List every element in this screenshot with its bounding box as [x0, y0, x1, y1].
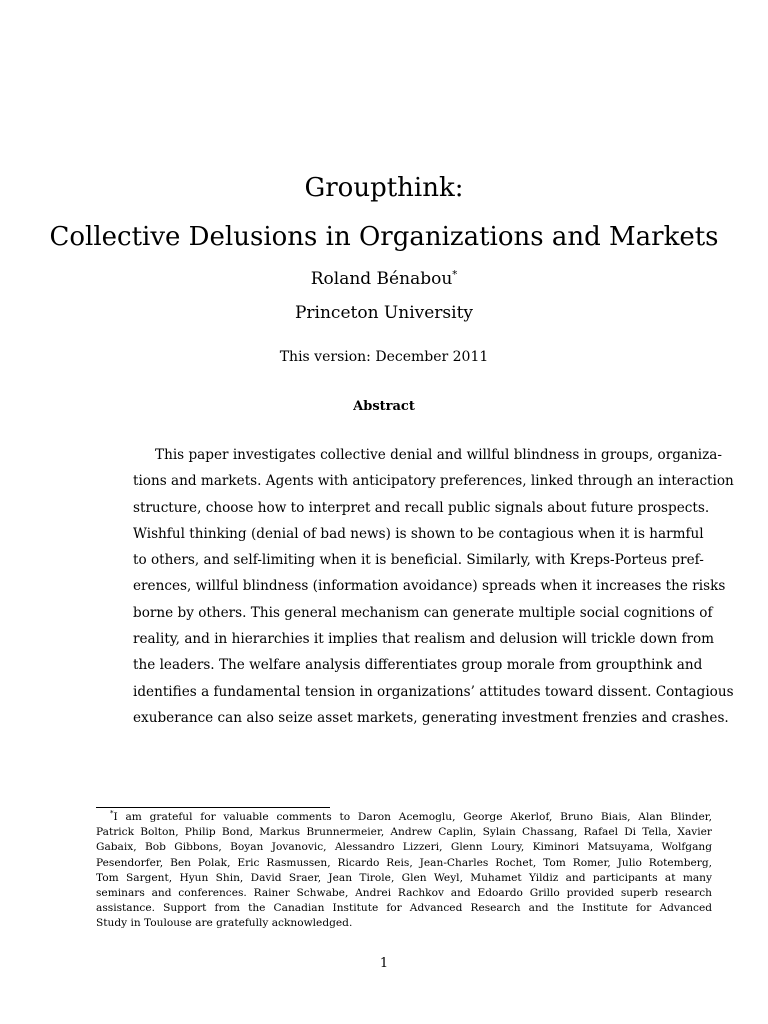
- abstract-line: reality, and in hierarchies it implies that realism and delusion will trickle down from: [133, 631, 715, 648]
- abstract-line: identifies a fundamental tension in organizations’ attitudes toward dissent. Contagious: [133, 683, 734, 700]
- abstract-line: Wishful thinking (denial of bad news) is shown to be contagious when it is harmful: [133, 525, 704, 542]
- footnote-line: assistance. Support from the Canadian Institute for Advanced Research and the Institute for Advanced: [96, 902, 712, 915]
- footnote-line: Study in Toulouse are gratefully acknowledged.: [96, 917, 353, 930]
- footnote-line: Tom Sargent, Hyun Shin, David Sraer, Jean Tirole, Glen Weyl, Muhamet Yildiz and participants at many: [96, 871, 712, 884]
- abstract-line: tions and markets. Agents with anticipatory preferences, linked through an interaction: [133, 473, 734, 490]
- abstract-heading: Abstract: [353, 399, 415, 414]
- footnote-mark: *: [110, 809, 114, 818]
- author-footnote-mark: *: [452, 269, 458, 281]
- abstract-line: exuberance can also seize asset markets, generating investment frenzies and crashes.: [133, 709, 729, 726]
- page-number: 1: [379, 956, 389, 971]
- author: [0, 268, 768, 290]
- footnote-line: Patrick Bolton, Philip Bond, Markus Brunnermeier, Andrew Caplin, Sylain Chassang, Rafael Di Tella, Xavier: [96, 826, 712, 839]
- affiliation: Princeton University: [294, 303, 474, 323]
- footnote-rule: [96, 807, 330, 808]
- abstract-line: the leaders. The welfare analysis differentiates group morale from groupthink and: [133, 657, 703, 674]
- footnote-line: Pesendorfer, Ben Polak, Eric Rasmussen, Ricardo Reis, Jean-Charles Rochet, Tom Romer, Julio Rotemberg,: [96, 856, 712, 869]
- abstract-line: This paper investigates collective denial and willful blindness in groups, organiza-: [155, 447, 722, 463]
- paper-title-line-2: Collective Delusions in Organizations and Markets: [49, 222, 719, 253]
- abstract-line: erences, willful blindness (information avoidance) spreads when it increases the risks: [133, 578, 726, 595]
- author-name: Roland Bénabou: [310, 269, 453, 289]
- footnote: [96, 810, 712, 932]
- abstract-body: [133, 442, 734, 731]
- footnote-line: seminars and conferences. Rainer Schwabe, Andrei Rachkov and Edoardo Grillo provided superb research: [96, 886, 712, 899]
- footnote-line: [96, 810, 712, 825]
- footnote-line-text: I am grateful for valuable comments to Daron Acemoglu, George Akerlof, Bruno Biais, Alan Blinder,: [113, 811, 712, 823]
- paper-title-line-1: Groupthink:: [304, 173, 464, 204]
- abstract-line: to others, and self-limiting when it is beneficial. Similarly, with Kreps-Porteus pref-: [133, 552, 704, 569]
- abstract-line: borne by others. This general mechanism can generate multiple social cognitions of: [133, 604, 713, 621]
- abstract-line: structure, choose how to interpret and recall public signals about future prospects.: [133, 499, 710, 516]
- footnote-line: Gabaix, Bob Gibbons, Boyan Jovanovic, Alessandro Lizzeri, Glenn Loury, Kiminori Matsuyama, Wolfgang: [96, 841, 712, 854]
- version-date: This version: December 2011: [279, 349, 489, 365]
